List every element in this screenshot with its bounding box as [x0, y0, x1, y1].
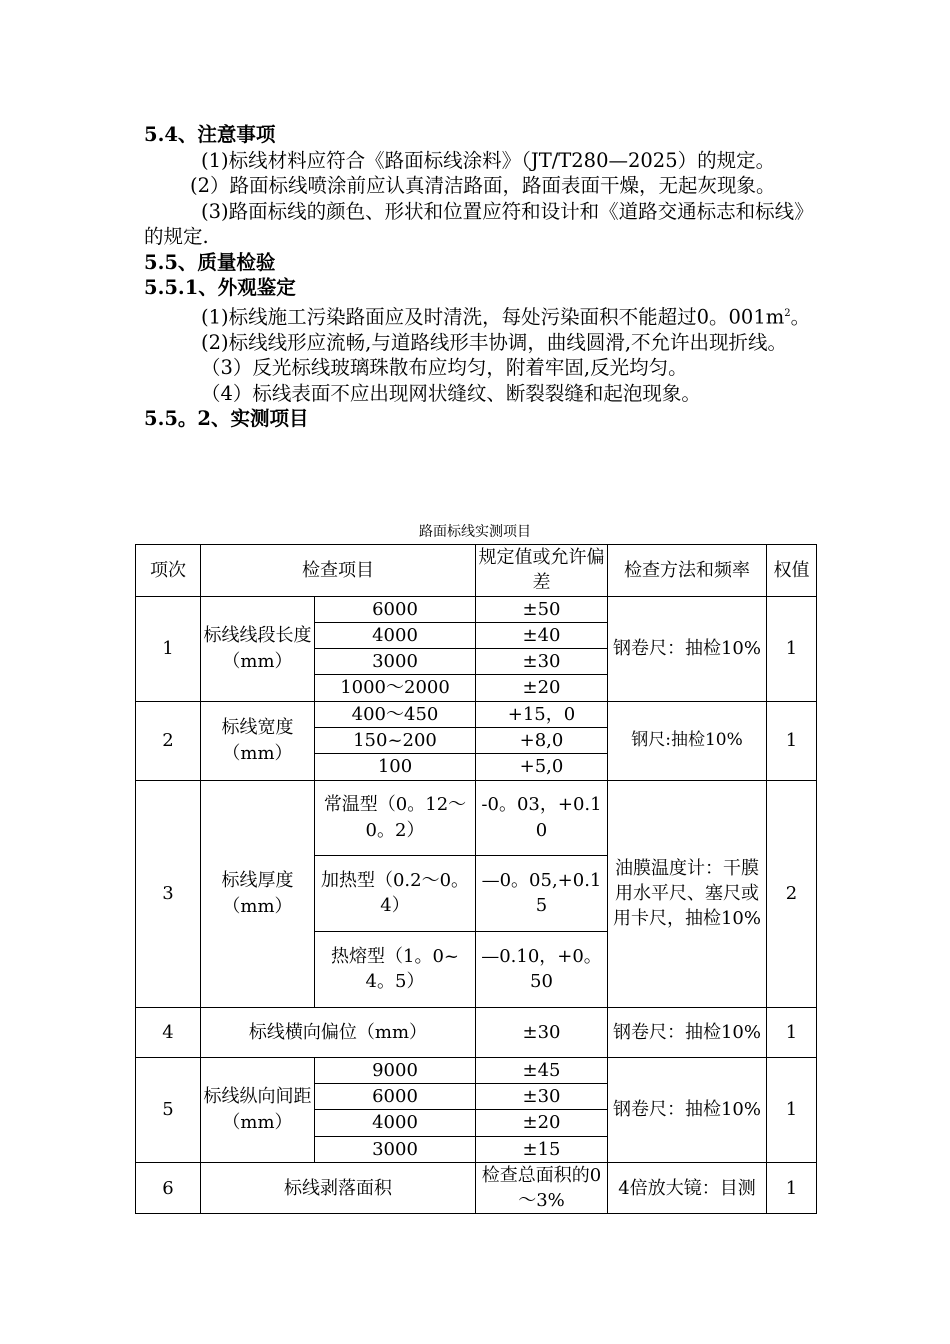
- appearance-item-3: （3）反光标线玻璃珠散布应均匀，附着牢固,反光均匀。: [201, 356, 688, 379]
- row6-seq: 6: [136, 1162, 201, 1214]
- row5-seq: 5: [136, 1057, 201, 1162]
- appearance-item-4: （4）标线表面不应出现网状缝纹、断裂裂缝和起泡现象。: [201, 381, 701, 405]
- row5-spec-4: 3000: [315, 1136, 476, 1162]
- row2-method: 钢尺:抽检10%: [608, 701, 767, 780]
- appearance-item-1-end: 。: [790, 305, 811, 328]
- inspection-table: [135, 544, 817, 1214]
- row3-seq: 3: [136, 780, 201, 1007]
- row5-item: 标线纵向间距（mm）: [201, 1057, 315, 1162]
- row1-spec-1: 6000: [315, 596, 476, 622]
- row1-item: 标线线段长度（mm）: [201, 596, 315, 701]
- row6-item: 标线剥落面积: [201, 1162, 476, 1214]
- section-heading-5-5-1: 5.5.1、外观鉴定: [144, 276, 296, 299]
- header-seq: 项次: [136, 545, 201, 597]
- row6-weight: 1: [767, 1162, 817, 1214]
- row5-tol-1: ±45: [476, 1057, 608, 1083]
- row2-seq: 2: [136, 701, 201, 780]
- row1-tol-3: ±30: [476, 649, 608, 675]
- row5-spec-2: 6000: [315, 1083, 476, 1109]
- header-item: 检查项目: [201, 545, 476, 597]
- note-item-1: (1)标线材料应符合《路面标线涂料》（JT/T280—2025）的规定。: [201, 148, 776, 172]
- header-weight: 权值: [767, 545, 817, 597]
- note-item-3: (3)路面标线的颜色、形状和位置应符和设计和《道路交通标志和标线》的规定.: [144, 199, 814, 248]
- row4-seq: 4: [136, 1007, 201, 1057]
- row3-spec-3: 热熔型（1。0~4。5）: [315, 931, 476, 1007]
- header-method: 检查方法和频率: [608, 545, 767, 597]
- table-row: [136, 1007, 817, 1057]
- table-header-row: [136, 545, 817, 597]
- table-caption: 路面标线实测项目: [419, 524, 531, 540]
- row5-tol-3: ±20: [476, 1110, 608, 1136]
- row3-tol-2: —0。05,+0.15: [476, 855, 608, 931]
- note-item-2: (2）路面标线喷涂前应认真清洁路面，路面表面干燥，无起灰现象。: [190, 174, 776, 197]
- row5-method: 钢卷尺：抽检10%: [608, 1057, 767, 1162]
- row1-tol-4: ±20: [476, 675, 608, 701]
- section-heading-5-5: 5.5、质量检验: [144, 250, 276, 274]
- row5-spec-3: 4000: [315, 1110, 476, 1136]
- row2-tol-2: +8,0: [476, 728, 608, 754]
- row2-spec-3: 100: [315, 754, 476, 780]
- table-row: [136, 701, 817, 727]
- row6-method: 4倍放大镜：目测: [608, 1162, 767, 1214]
- row1-method: 钢卷尺：抽检10%: [608, 596, 767, 701]
- body-text: [144, 122, 824, 432]
- superscript-2: 2: [784, 307, 791, 319]
- row4-item: 标线横向偏位（mm）: [201, 1007, 476, 1057]
- header-tolerance: 规定值或允许偏差: [476, 545, 608, 597]
- row4-tol: ±30: [476, 1007, 608, 1057]
- row2-weight: 1: [767, 701, 817, 780]
- row5-tol-2: ±30: [476, 1083, 608, 1109]
- row1-tol-1: ±50: [476, 596, 608, 622]
- row1-seq: 1: [136, 596, 201, 701]
- row3-weight: 2: [767, 780, 817, 1007]
- table-row: [136, 1162, 817, 1214]
- row2-spec-1: 400～450: [315, 701, 476, 727]
- row5-spec-1: 9000: [315, 1057, 476, 1083]
- table-row: [136, 1057, 817, 1083]
- row3-tol-3: —0.10，+0。50: [476, 931, 608, 1007]
- row3-item: 标线厚度（mm）: [201, 780, 315, 1007]
- row1-spec-4: 1000～2000: [315, 675, 476, 701]
- row5-tol-4: ±15: [476, 1136, 608, 1162]
- appearance-item-2: (2)标线线形应流畅,与道路线形丰协调，曲线圆滑,不允许出现折线。: [201, 330, 788, 354]
- table-row: [136, 596, 817, 622]
- row1-tol-2: ±40: [476, 622, 608, 648]
- appearance-item-1-text: (1)标线施工污染路面应及时清洗，每处污染面积不能超过0。001m: [201, 305, 785, 328]
- row4-weight: 1: [767, 1007, 817, 1057]
- row2-spec-2: 150~200: [315, 728, 476, 754]
- row3-spec-1: 常温型（0。12～0。2）: [315, 780, 476, 855]
- row1-spec-2: 4000: [315, 622, 476, 648]
- row6-tol: 检查总面积的0～3%: [476, 1162, 608, 1214]
- row2-tol-3: +5,0: [476, 754, 608, 780]
- row1-spec-3: 3000: [315, 649, 476, 675]
- row3-tol-1: -0。03，+0.10: [476, 780, 608, 855]
- table-row: [136, 780, 817, 855]
- row5-weight: 1: [767, 1057, 817, 1162]
- appearance-item-1: [144, 301, 824, 330]
- row4-method: 钢卷尺：抽检10%: [608, 1007, 767, 1057]
- row2-tol-1: +15，0: [476, 701, 608, 727]
- section-heading-5-4: 5.4、注意事项: [144, 123, 276, 146]
- row3-method: 油膜温度计：干膜用水平尺、塞尺或用卡尺，抽检10%: [608, 780, 767, 1007]
- row2-item: 标线宽度（mm）: [201, 701, 315, 780]
- section-heading-5-5-2: 5.5。2、实测项目: [144, 407, 309, 430]
- row3-spec-2: 加热型（0.2～0。4）: [315, 855, 476, 931]
- row1-weight: 1: [767, 596, 817, 701]
